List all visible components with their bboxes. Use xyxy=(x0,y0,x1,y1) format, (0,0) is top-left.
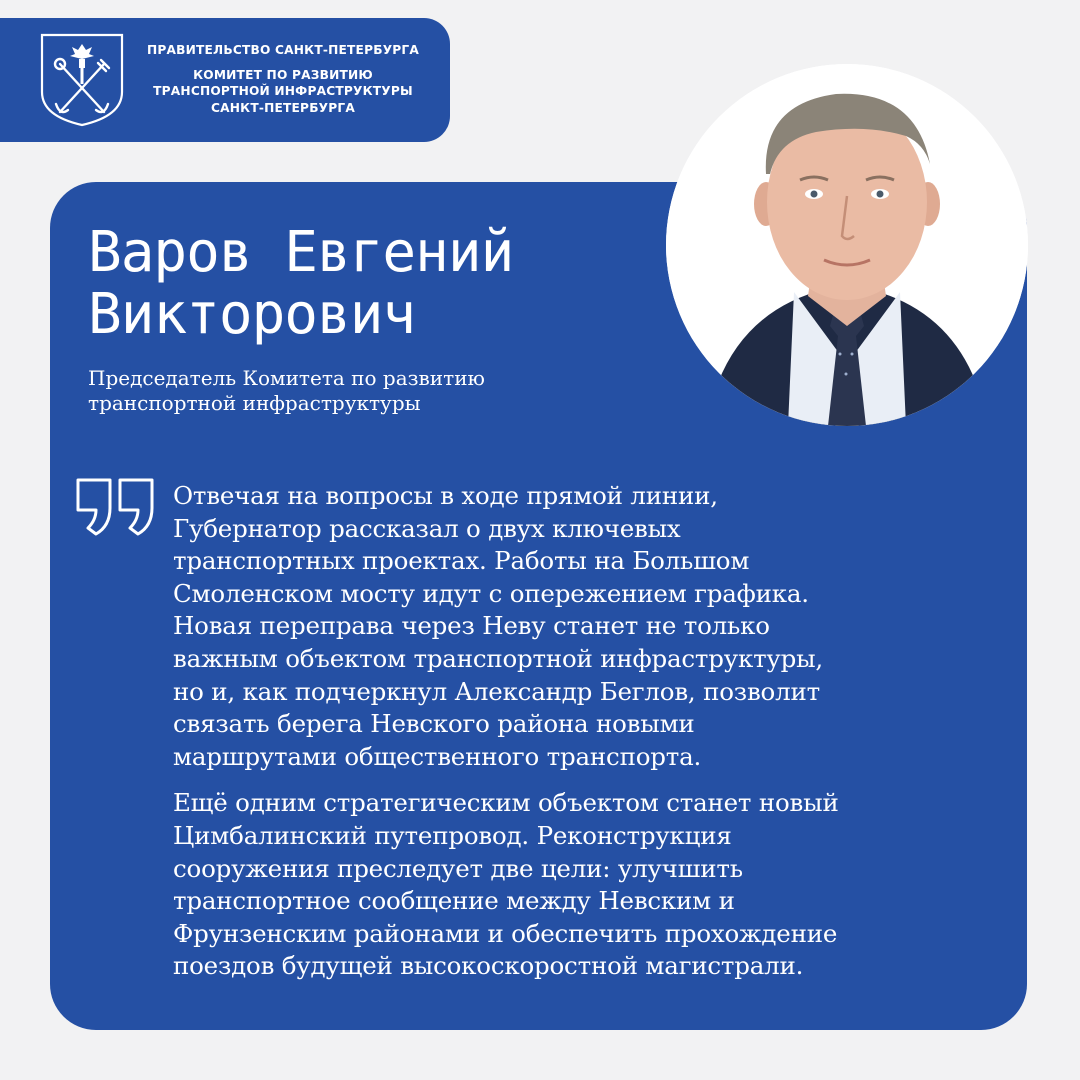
person-name-line: Варов Евгений xyxy=(88,220,514,285)
quote-paragraph xyxy=(173,480,993,773)
quote-line: Губернатор рассказал о двух ключевых xyxy=(173,513,681,543)
quote-line: поездов будущей высокоскоростной магистрали. xyxy=(173,951,804,981)
header-title xyxy=(142,42,424,116)
person-position-line: Председатель Комитета по развитию xyxy=(88,366,485,390)
quote-line: сооружения преследует две цели: улучшить xyxy=(173,853,743,883)
government-name: ПРАВИТЕЛЬСТВО САНКТ-ПЕТЕРБУРГА xyxy=(146,43,420,57)
quote-mark-icon xyxy=(74,476,160,538)
person-name-line: Викторович xyxy=(88,282,416,347)
quote-text xyxy=(173,480,993,983)
quote-line: Отвечая на вопросы в ходе прямой линии, xyxy=(173,481,718,510)
portrait-photo xyxy=(666,64,1028,426)
quote-line: связать берега Невского района новыми xyxy=(173,709,695,739)
quote-line: Фрунзенским районами и обеспечить прохождение xyxy=(173,918,838,948)
header-banner xyxy=(0,18,450,142)
quote-line: но и, как подчеркнул Александр Беглов, позволит xyxy=(173,676,820,706)
saint-petersburg-coat-of-arms-icon xyxy=(38,32,126,128)
person-position-line: транспортной инфраструктуры xyxy=(88,391,421,415)
committee-name-line: САНКТ-ПЕТЕРБУРГА xyxy=(210,100,356,115)
quote-line: Цимбалинский путепровод. Реконструкция xyxy=(173,820,732,850)
quote-paragraph xyxy=(173,787,993,983)
quote-line: транспортных проектах. Работы на Большом xyxy=(173,546,750,576)
committee-name-line: КОМИТЕТ ПО РАЗВИТИЮ xyxy=(193,67,373,82)
quote-line: маршрутами общественного транспорта. xyxy=(173,741,702,771)
person-name xyxy=(88,222,513,346)
committee-name-line: ТРАНСПОРТНОЙ ИНФРАСТРУКТУРЫ xyxy=(153,84,413,98)
quote-line: важным объектом транспортной инфраструктуры, xyxy=(173,643,824,673)
quote-line: Смоленском мосту идут с опережением графика. xyxy=(173,578,809,608)
quote-line: транспортное сообщение между Невским и xyxy=(173,886,735,916)
person-position xyxy=(88,366,485,416)
quote-line: Новая переправа через Неву станет не только xyxy=(173,611,770,641)
quote-line: Ещё одним стратегическим объектом станет новый xyxy=(173,788,839,818)
